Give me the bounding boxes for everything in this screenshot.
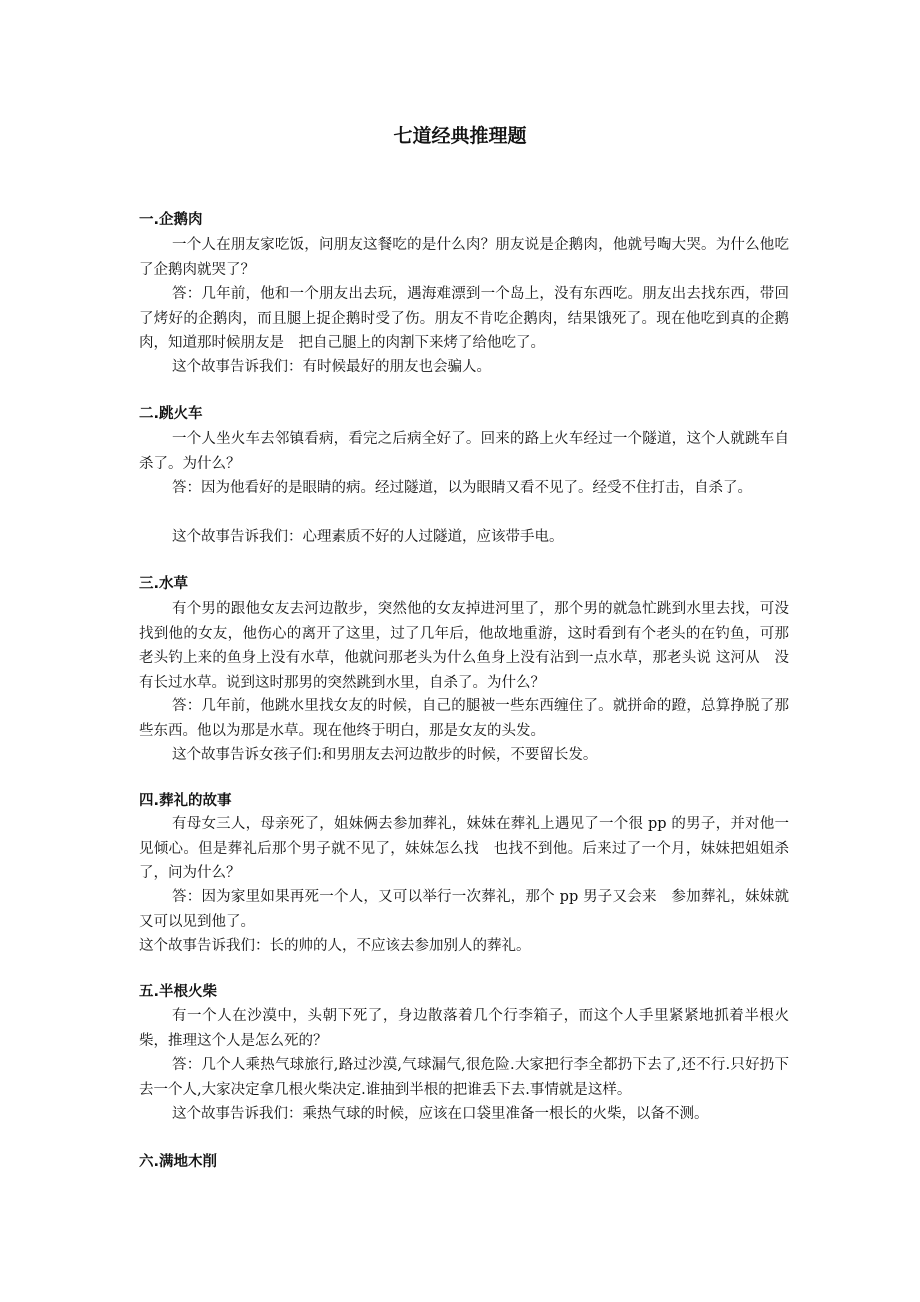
- question-paragraph: 有一个人在沙漠中，头朝下死了，身边散落着几个行李箱子，而这个人手里紧紧地抓着半根火柴，推理这个人是怎么死的？: [139, 1008, 789, 1049]
- moral-paragraph: 这个故事告诉我们：长的帅的人，不应该去参加别人的葬礼。: [139, 938, 531, 954]
- answer-paragraph: 答：几年前，他跳水里找女友的时候，自己的腿被一些东西缠住了。就拼命的蹬，总算挣脱了那些东西。他以为那是水草。现在他终于明白，那是女友的头发。: [139, 698, 789, 739]
- section-heading: 三.水草: [139, 576, 189, 592]
- moral-paragraph: 这个故事告诉我们：心理素质不好的人过隧道，应该带手电。: [172, 529, 564, 545]
- section-heading: 五.半根火柴: [139, 984, 218, 1000]
- moral-paragraph: 这个故事告诉我们：有时候最好的朋友也会骗人。: [172, 359, 491, 375]
- question-paragraph: 一个人在朋友家吃饭，问朋友这餐吃的是什么肉？朋友说是企鹅肉，他就号啕大哭。为什么他吃了企鹅肉就哭了？: [139, 237, 789, 278]
- answer-paragraph: 答：几年前，他和一个朋友出去玩，遇海难漂到一个岛上，没有东西吃。朋友出去找东西，带回了烤好的企鹅肉，而且腿上捉企鹅时受了伤。朋友不肯吃企鹅肉，结果饿死了。现在他吃到真的企鹅肉，知道那时候朋友是 把自己腿上的肉割下来烤了给他吃了。: [139, 286, 789, 351]
- question-paragraph: 有母女三人，母亲死了，姐妹俩去参加葬礼，妹妹在葬礼上遇见了一个很 pp 的男子，并对他一见倾心。但是葬礼后那个男子就不见了，妹妹怎么找 也找不到他。后来过了一个月，妹妹把姐姐杀了，问为什么？: [139, 816, 789, 881]
- answer-paragraph: 答：因为他看好的是眼睛的病。经过隧道，以为眼睛又看不见了。经受不住打击，自杀了。: [172, 480, 752, 496]
- page-title: 七道经典推理题: [393, 125, 527, 147]
- moral-paragraph: 这个故事告诉我们：乘热气球的时候，应该在口袋里准备一根长的火柴，以备不测。: [172, 1106, 709, 1122]
- answer-paragraph: 答：因为家里如果再死一个人，又可以举行一次葬礼，那个 pp 男子又会来 参加葬礼，妹妹就又可以见到他了。: [139, 889, 789, 930]
- moral-paragraph: 这个故事告诉女孩子们:和男朋友去河边散步的时候，不要留长发。: [172, 747, 598, 763]
- section-heading: 四.葬礼的故事: [139, 793, 232, 809]
- section-heading: 二.跳火车: [139, 406, 203, 422]
- section-heading: 六.满地木削: [139, 1154, 218, 1170]
- answer-paragraph: 答：几个人乘热气球旅行,路过沙漠,气球漏气,很危险.大家把行李全都扔下去了,还不行.只好扔下去一个人,大家决定拿几根火柴决定.谁抽到半根的把谁丢下去.事情就是这样。: [139, 1057, 789, 1098]
- question-paragraph: 有个男的跟他女友去河边散步，突然他的女友掉进河里了，那个男的就急忙跳到水里去找，可没找到他的女友，他伤心的离开了这里，过了几年后，他故地重游，这时看到有个老头的在钓鱼，可那老头钓上来的鱼身上没有水草，他就问那老头为什么鱼身上没有沾到一点水草，那老头说 这河从 没有长过水草。说到这时那男的突然跳到水里，自杀了。为什么？: [139, 601, 789, 691]
- question-paragraph: 一个人坐火车去邻镇看病，看完之后病全好了。回来的路上火车经过一个隧道，这个人就跳车自杀了。为什么？: [139, 431, 789, 472]
- section-heading: 一.企鹅肉: [139, 212, 203, 228]
